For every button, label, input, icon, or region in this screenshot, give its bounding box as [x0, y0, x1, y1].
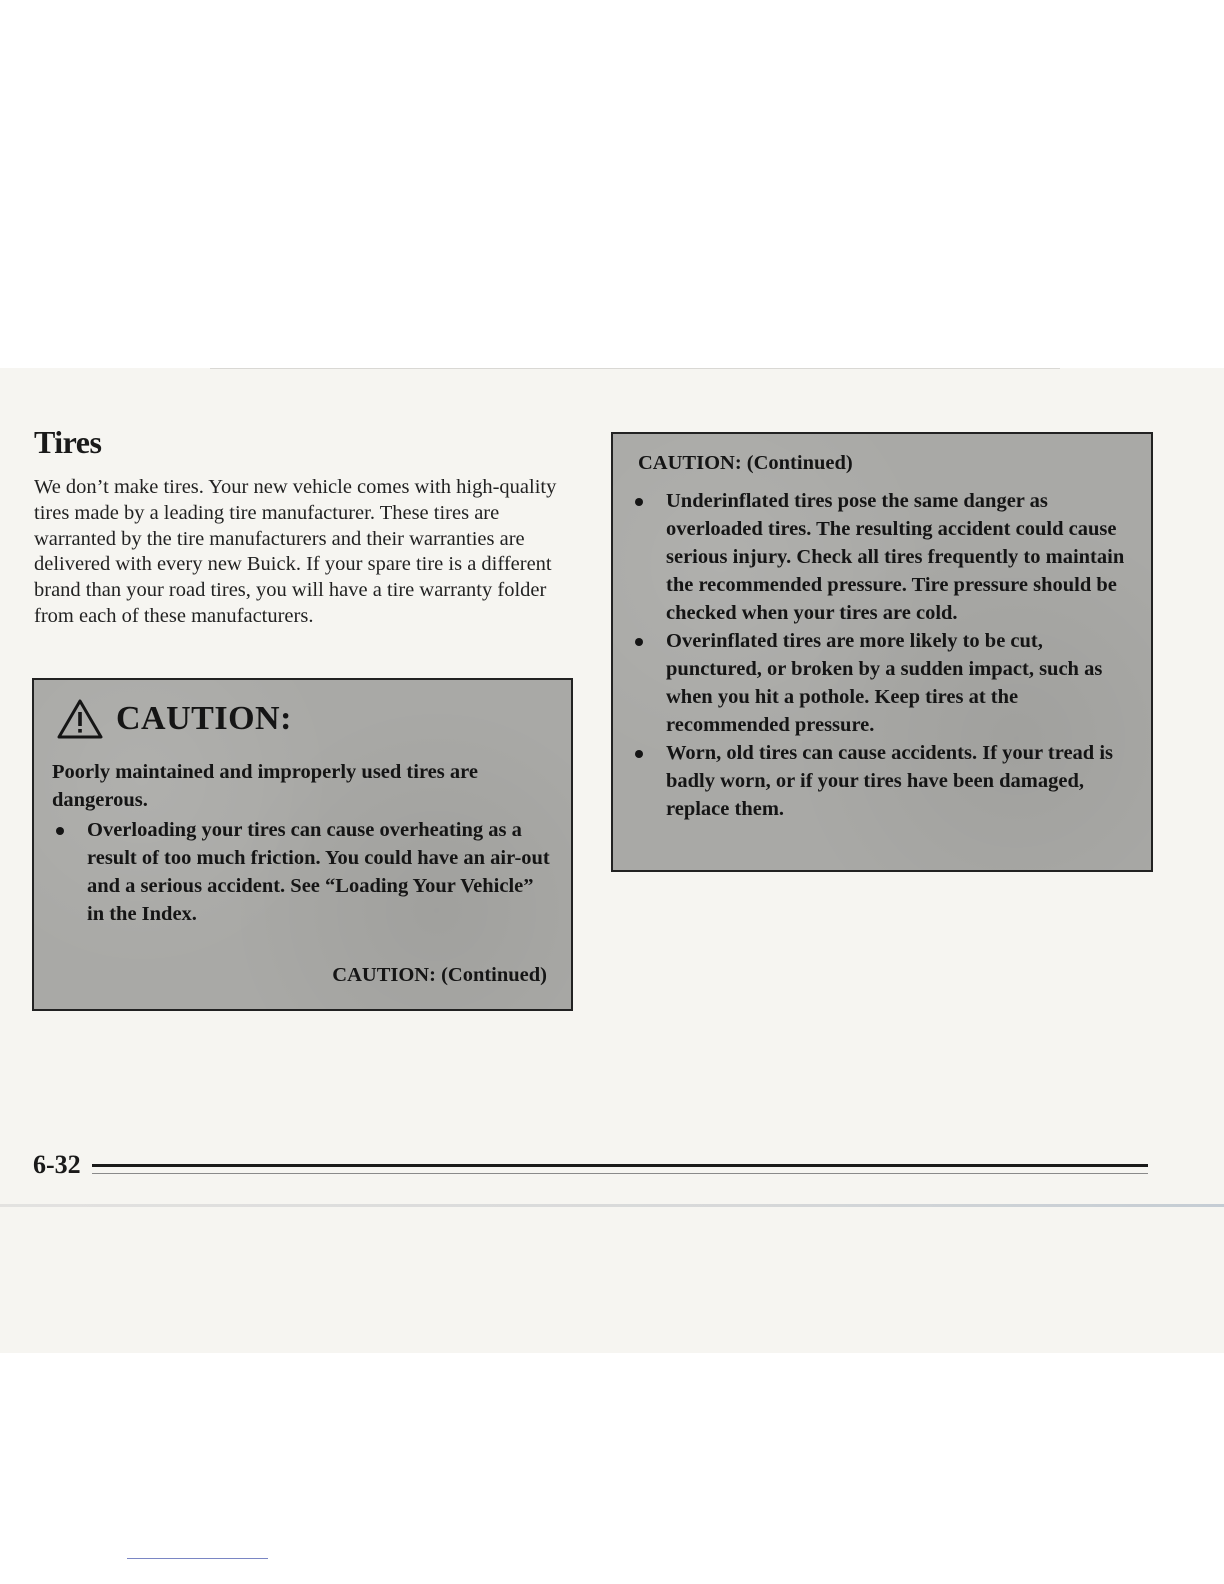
bullet-text: Overloading your tires can cause overheating as a result of too much friction. You could have an air-out and a serious accident. See “Loading Your Vehicle” in the Index.	[87, 819, 550, 925]
caution-lead-text: Poorly maintained and improperly used tires are dangerous.	[52, 761, 478, 811]
page-number: 6-32	[33, 1150, 81, 1179]
caution-heading: CAUTION:	[116, 700, 292, 737]
list-item	[631, 739, 1136, 823]
caution-bullet-list	[52, 816, 552, 928]
bullet-text: Worn, old tires can cause accidents. If your tread is badly worn, or if your tires have been damaged, replace them.	[666, 742, 1114, 820]
footer-rule	[92, 1164, 1148, 1167]
caution-continued-label: CAUTION: (Continued)	[332, 964, 547, 986]
bullet-icon	[635, 498, 643, 506]
intro-paragraph: We don’t make tires. Your new vehicle comes with high-quality tires made by a leading tire manufacturer. These tires are warranted by the tire manufacturers and their warranties are delivered with every new Buick. If your spare tire is a different brand than your road tires, you will have a tire warranty folder from each of these manufacturers.	[34, 476, 557, 627]
bullet-icon	[635, 638, 643, 646]
bullet-text: Overinflated tires are more likely to be cut, punctured, or broken by a sudden impact, such as when you hit a pothole. Keep tires at the recommended pressure.	[666, 630, 1103, 736]
caution-box-right	[611, 432, 1153, 872]
caution-continued-heading: CAUTION: (Continued)	[638, 452, 853, 474]
top-edge-rule	[210, 368, 1060, 369]
list-item	[631, 487, 1136, 627]
caution-box-left	[32, 678, 573, 1011]
list-item	[631, 627, 1136, 739]
list-item	[52, 816, 552, 928]
section-title: Tires	[34, 424, 102, 460]
caution-bullet-list	[631, 487, 1136, 823]
bullet-icon	[635, 750, 643, 758]
bullet-icon	[56, 827, 64, 835]
warning-triangle-icon	[56, 698, 104, 740]
scan-artifact-line	[127, 1558, 268, 1559]
bullet-text: Underinflated tires pose the same danger as overloaded tires. The resulting accident could cause serious injury. Check all tires frequently to maintain the recommended pressure. Tire pressure should be checked when your tires are cold.	[666, 490, 1125, 624]
page-edge-shadow	[0, 1204, 1224, 1207]
caution-header	[56, 698, 292, 740]
footer-rule-thin	[92, 1173, 1148, 1174]
